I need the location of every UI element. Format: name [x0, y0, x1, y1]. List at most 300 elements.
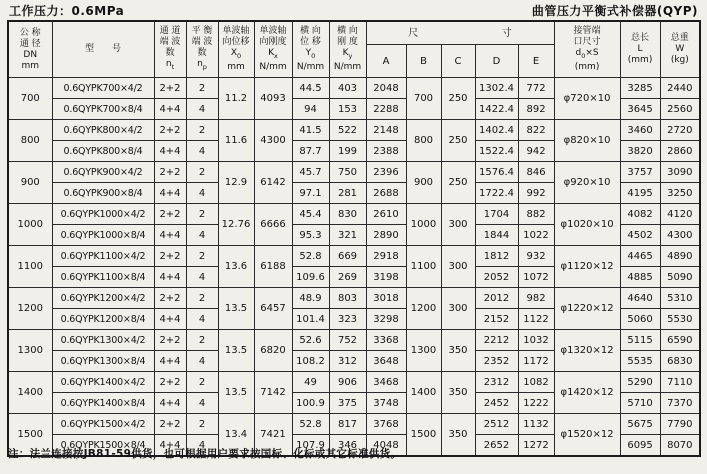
pipe-size-cell: φ920×10: [554, 162, 620, 204]
header-dn: [8, 21, 52, 78]
table-row: [8, 204, 700, 225]
nt-cell: 4+4: [154, 225, 186, 246]
symbol: X: [230, 48, 238, 59]
dn-cell: 1000: [8, 204, 52, 246]
np-cell: 4: [186, 351, 218, 372]
header-dim-a: A: [366, 45, 406, 78]
working-pressure-title: 工作压力：0.6MPa: [9, 4, 125, 18]
dn-cell: 700: [8, 78, 52, 120]
model-cell: 0.6QYPK700×8/4: [52, 99, 154, 120]
header-ky: [329, 21, 366, 78]
model-cell: 0.6QYPK1100×4/2: [52, 246, 154, 267]
symbol-subscript: 0: [311, 51, 316, 60]
np-cell: 2: [186, 330, 218, 351]
model-cell: 0.6QYPK1500×4/2: [52, 414, 154, 435]
length-cell: 5675: [620, 414, 660, 435]
dim-d-cell: 1844: [475, 225, 518, 246]
header-model: [52, 21, 154, 78]
length-cell: 4195: [620, 183, 660, 204]
y-cell: 95.3: [292, 225, 329, 246]
model-cell: 0.6QYPK1000×8/4: [52, 225, 154, 246]
kx-cell: 6457: [254, 288, 292, 330]
nt-cell: 4+4: [154, 435, 186, 457]
y-cell: 97.1: [292, 183, 329, 204]
header-ky-line: 刚 度: [337, 37, 358, 48]
pipe-size-cell: φ1220×12: [554, 288, 620, 330]
header-np: [186, 21, 218, 78]
weight-cell: 4890: [660, 246, 700, 267]
symbol-subscript: y: [348, 51, 353, 60]
weight-cell: 2720: [660, 120, 700, 141]
dim-d-cell: 2452: [475, 393, 518, 414]
header-kx-line: 向刚度: [259, 37, 287, 48]
dim-d-cell: 1576.4: [475, 162, 518, 183]
header-y0: [292, 21, 329, 78]
table-row: [8, 246, 700, 267]
dim-c-cell: 350: [441, 330, 475, 372]
dn-cell: 1400: [8, 372, 52, 414]
np-cell: 4: [186, 225, 218, 246]
nt-cell: 2+2: [154, 414, 186, 435]
dim-d-cell: 1704: [475, 204, 518, 225]
length-cell: 4082: [620, 204, 660, 225]
symbol-subscript: 0: [581, 51, 586, 60]
header-dim-e: E: [518, 45, 554, 78]
dim-c-cell: 350: [441, 414, 475, 457]
np-cell: 2: [186, 288, 218, 309]
header-total-length: [620, 21, 660, 78]
dim-a-cell: 2688: [366, 183, 406, 204]
dim-e-cell: 1032: [518, 330, 554, 351]
dim-e-cell: 892: [518, 99, 554, 120]
dim-a-cell: 2610: [366, 204, 406, 225]
weight-cell: 7110: [660, 372, 700, 393]
y-cell: 41.5: [292, 120, 329, 141]
dim-a-cell: 3468: [366, 372, 406, 393]
dim-b-cell: 1200: [406, 288, 441, 330]
model-cell: 0.6QYPK1300×8/4: [52, 351, 154, 372]
header-x0-unit: mm: [227, 61, 245, 72]
np-cell: 4: [186, 183, 218, 204]
dim-d-cell: 2352: [475, 351, 518, 372]
y-cell: 100.9: [292, 393, 329, 414]
weight-cell: 7790: [660, 414, 700, 435]
table-row: [8, 330, 700, 351]
symbol-subscript: t: [171, 62, 175, 71]
model-cell: 0.6QYPK1300×4/2: [52, 330, 154, 351]
header-x0: [218, 21, 254, 78]
y-cell: 108.2: [292, 351, 329, 372]
symbol: d: [575, 48, 582, 59]
dim-d-cell: 1812: [475, 246, 518, 267]
ky-cell: 752: [329, 330, 366, 351]
pipe-size-cell: φ1520×12: [554, 414, 620, 457]
y-cell: 52.8: [292, 414, 329, 435]
length-cell: 5710: [620, 393, 660, 414]
np-cell: 2: [186, 162, 218, 183]
header-length-line: 总长: [631, 33, 650, 43]
ky-cell: 199: [329, 141, 366, 162]
weight-cell: 2560: [660, 99, 700, 120]
dim-b-cell: 700: [406, 78, 441, 120]
model-cell: 0.6QYPK1100×8/4: [52, 267, 154, 288]
header-size-char: 寸: [501, 27, 512, 39]
header-nt-line: 端 波: [159, 37, 181, 48]
model-cell: 0.6QYPK1500×8/4: [52, 435, 154, 457]
dim-d-cell: 2012: [475, 288, 518, 309]
dim-c-cell: 250: [441, 120, 475, 162]
ky-cell: 403: [329, 78, 366, 99]
x0-cell: 12.76: [218, 204, 254, 246]
pipe-size-cell: φ720×10: [554, 78, 620, 120]
dim-d-cell: 2152: [475, 309, 518, 330]
table-row: [8, 372, 700, 393]
model-cell: 0.6QYPK900×4/2: [52, 162, 154, 183]
model-cell: 0.6QYPK800×4/2: [52, 120, 154, 141]
header-dn-line: mm: [21, 60, 40, 71]
dim-d-cell: 2652: [475, 435, 518, 457]
np-cell: 2: [186, 204, 218, 225]
header-pipe-line: 接管端: [573, 26, 601, 37]
model-cell: 0.6QYPK800×8/4: [52, 141, 154, 162]
dim-a-cell: 4048: [366, 435, 406, 457]
header-x0-line: 单波轴: [222, 26, 250, 37]
length-cell: 6095: [620, 435, 660, 457]
dn-cell: 900: [8, 162, 52, 204]
dim-e-cell: 1272: [518, 435, 554, 457]
dim-c-cell: 300: [441, 204, 475, 246]
nt-cell: 2+2: [154, 78, 186, 99]
x0-cell: 13.5: [218, 372, 254, 414]
y-cell: 52.8: [292, 246, 329, 267]
symbol: n: [197, 59, 203, 70]
dim-d-cell: 1302.4: [475, 78, 518, 99]
dim-a-cell: 3018: [366, 288, 406, 309]
dim-d-cell: 2512: [475, 414, 518, 435]
table-body: [8, 78, 700, 457]
header-length-unit: (mm): [627, 55, 653, 65]
weight-cell: 8070: [660, 435, 700, 457]
dim-e-cell: 772: [518, 78, 554, 99]
footnote: 注：法兰连接按JB81-59供货，也可根据用户要求按国标、化标或其它标准供货。: [8, 448, 402, 460]
ky-cell: 906: [329, 372, 366, 393]
length-cell: 5290: [620, 372, 660, 393]
np-cell: 4: [186, 267, 218, 288]
x0-cell: 13.5: [218, 288, 254, 330]
pipe-size-cell: φ1120×12: [554, 246, 620, 288]
header-np-line: 端 波: [191, 37, 213, 48]
dim-a-cell: 3198: [366, 267, 406, 288]
nt-cell: 2+2: [154, 120, 186, 141]
table-row: [8, 288, 700, 309]
nt-cell: 2+2: [154, 330, 186, 351]
kx-cell: 4300: [254, 120, 292, 162]
dim-b-cell: 1400: [406, 372, 441, 414]
dn-cell: 1200: [8, 288, 52, 330]
y-cell: 94: [292, 99, 329, 120]
header-y0-line: 位 移: [300, 37, 321, 48]
header-model-label: 型 号: [84, 44, 121, 54]
weight-cell: 2860: [660, 141, 700, 162]
symbol: K: [342, 48, 349, 59]
dim-e-cell: 1222: [518, 393, 554, 414]
nt-cell: 4+4: [154, 99, 186, 120]
ky-cell: 269: [329, 267, 366, 288]
length-cell: 3285: [620, 78, 660, 99]
header-dim-c: C: [441, 45, 475, 78]
dim-a-cell: 3298: [366, 309, 406, 330]
dim-e-cell: 846: [518, 162, 554, 183]
dim-e-cell: 992: [518, 183, 554, 204]
symbol-subscript: x: [274, 51, 278, 60]
y-cell: 45.7: [292, 162, 329, 183]
header-y0-line: 横 向: [300, 26, 321, 37]
header-x0-symbol: [231, 48, 241, 62]
header-y0-unit: N/mm: [296, 61, 325, 72]
header-np-line: 平 衡: [191, 26, 213, 37]
weight-cell: 5310: [660, 288, 700, 309]
weight-cell: 6590: [660, 330, 700, 351]
dim-c-cell: 250: [441, 162, 475, 204]
dim-e-cell: 942: [518, 141, 554, 162]
ky-cell: 522: [329, 120, 366, 141]
dim-c-cell: 300: [441, 288, 475, 330]
symbol: n: [165, 59, 172, 70]
dn-cell: 800: [8, 120, 52, 162]
dim-b-cell: 900: [406, 162, 441, 204]
dim-d-cell: 1722.4: [475, 183, 518, 204]
dim-e-cell: 932: [518, 246, 554, 267]
dim-a-cell: 2890: [366, 225, 406, 246]
np-cell: 4: [186, 309, 218, 330]
header-dim-d: D: [475, 45, 518, 78]
x0-cell: 12.9: [218, 162, 254, 204]
dim-b-cell: 1000: [406, 204, 441, 246]
nt-cell: 4+4: [154, 267, 186, 288]
table-row: [8, 162, 700, 183]
dim-a-cell: 3768: [366, 414, 406, 435]
header-weight-unit: (kg): [670, 55, 689, 65]
weight-cell: 6830: [660, 351, 700, 372]
dim-a-cell: 3648: [366, 351, 406, 372]
length-cell: 4885: [620, 267, 660, 288]
nt-cell: 4+4: [154, 309, 186, 330]
dim-d-cell: 2312: [475, 372, 518, 393]
symbol: Y: [305, 48, 312, 59]
header-pipe-line: 口尺寸: [573, 37, 601, 48]
header-kx-line: 单波轴: [259, 26, 287, 37]
nt-cell: 2+2: [154, 288, 186, 309]
header-total-weight: [660, 21, 700, 78]
table-header: [8, 21, 700, 78]
header-x0-line: 向位移: [222, 37, 250, 48]
pipe-size-cell: φ1420×12: [554, 372, 620, 414]
weight-cell: 3090: [660, 162, 700, 183]
dim-e-cell: 1082: [518, 372, 554, 393]
ky-cell: 375: [329, 393, 366, 414]
length-cell: 3645: [620, 99, 660, 120]
x0-cell: 13.5: [218, 330, 254, 372]
header-weight-symbol: W: [675, 44, 685, 54]
dim-e-cell: 982: [518, 288, 554, 309]
header-ky-line: 横 向: [337, 26, 358, 37]
header-ky-symbol: [343, 48, 353, 62]
model-cell: 0.6QYPK700×4/2: [52, 78, 154, 99]
length-cell: 5060: [620, 309, 660, 330]
dim-d-cell: 2052: [475, 267, 518, 288]
nt-cell: 2+2: [154, 246, 186, 267]
header-np-symbol: [197, 59, 207, 73]
pipe-size-cell: φ1320×12: [554, 330, 620, 372]
np-cell: 4: [186, 393, 218, 414]
dim-a-cell: 3368: [366, 330, 406, 351]
dim-b-cell: 1100: [406, 246, 441, 288]
header-dn-line: 通 径: [19, 38, 41, 49]
dim-c-cell: 250: [441, 78, 475, 120]
dim-e-cell: 1132: [518, 414, 554, 435]
y-cell: 107.9: [292, 435, 329, 457]
model-cell: 0.6QYPK1400×4/2: [52, 372, 154, 393]
dim-a-cell: 2048: [366, 78, 406, 99]
table-row: [8, 120, 700, 141]
header-pipe-symbol: [576, 48, 599, 62]
header-pipe-unit: (mm): [574, 61, 600, 72]
np-cell: 2: [186, 246, 218, 267]
pipe-size-cell: φ1020×10: [554, 204, 620, 246]
x0-cell: 13.6: [218, 246, 254, 288]
dim-e-cell: 1072: [518, 267, 554, 288]
nt-cell: 2+2: [154, 372, 186, 393]
header-dn-line: DN: [23, 49, 38, 60]
dn-cell: 1300: [8, 330, 52, 372]
y-cell: 52.6: [292, 330, 329, 351]
dim-e-cell: 882: [518, 204, 554, 225]
x0-cell: 13.4: [218, 414, 254, 457]
y-cell: 45.4: [292, 204, 329, 225]
header-size-char: 尺: [408, 27, 419, 39]
np-cell: 4: [186, 141, 218, 162]
header-dim-b: B: [406, 45, 441, 78]
weight-cell: 5090: [660, 267, 700, 288]
dim-a-cell: 2288: [366, 99, 406, 120]
kx-cell: 6188: [254, 246, 292, 288]
y-cell: 109.6: [292, 267, 329, 288]
symbol: K: [268, 48, 275, 59]
dim-a-cell: 3748: [366, 393, 406, 414]
header-dn-line: 公 称: [19, 27, 41, 38]
header-y0-symbol: [306, 48, 316, 62]
table-row: [8, 78, 700, 99]
symbol-subscript: p: [202, 62, 207, 71]
ky-cell: 750: [329, 162, 366, 183]
ky-cell: 803: [329, 288, 366, 309]
header-kx-unit: N/mm: [259, 61, 287, 72]
ky-cell: 321: [329, 225, 366, 246]
length-cell: 3820: [620, 141, 660, 162]
header-pipe-end: [554, 21, 620, 78]
nt-cell: 2+2: [154, 204, 186, 225]
symbol-tail: ×S: [585, 48, 599, 59]
y-cell: 48.9: [292, 288, 329, 309]
dim-d-cell: 1402.4: [475, 120, 518, 141]
header-dimensions: [366, 21, 554, 45]
kx-cell: 4093: [254, 78, 292, 120]
model-cell: 0.6QYPK900×8/4: [52, 183, 154, 204]
length-cell: 3757: [620, 162, 660, 183]
dim-c-cell: 350: [441, 372, 475, 414]
nt-cell: 4+4: [154, 183, 186, 204]
weight-cell: 4300: [660, 225, 700, 246]
dim-e-cell: 1122: [518, 309, 554, 330]
np-cell: 2: [186, 372, 218, 393]
header-nt-line: 数: [165, 48, 175, 59]
header-kx: [254, 21, 292, 78]
y-cell: 44.5: [292, 78, 329, 99]
dim-a-cell: 2396: [366, 162, 406, 183]
model-cell: 0.6QYPK1000×4/2: [52, 204, 154, 225]
symbol-subscript: 0: [237, 51, 242, 60]
header-nt-line: 通 道: [159, 26, 181, 37]
header-kx-symbol: [268, 48, 278, 62]
weight-cell: 7370: [660, 393, 700, 414]
dim-a-cell: 2388: [366, 141, 406, 162]
dn-cell: 1500: [8, 414, 52, 457]
y-cell: 87.7: [292, 141, 329, 162]
ky-cell: 323: [329, 309, 366, 330]
header-nt: [154, 21, 186, 78]
x0-cell: 11.6: [218, 120, 254, 162]
header-ky-unit: N/mm: [333, 61, 362, 72]
nt-cell: 2+2: [154, 162, 186, 183]
length-cell: 4465: [620, 246, 660, 267]
kx-cell: 6142: [254, 162, 292, 204]
header-length-symbol: L: [637, 44, 643, 54]
dim-a-cell: 2918: [366, 246, 406, 267]
header-weight-line: 总重: [670, 33, 689, 43]
dim-e-cell: 1022: [518, 225, 554, 246]
kx-cell: 6666: [254, 204, 292, 246]
model-cell: 0.6QYPK1400×8/4: [52, 393, 154, 414]
length-cell: 4640: [620, 288, 660, 309]
x0-cell: 11.2: [218, 78, 254, 120]
np-cell: 4: [186, 99, 218, 120]
pipe-size-cell: φ820×10: [554, 120, 620, 162]
table-row: [8, 414, 700, 435]
model-cell: 0.6QYPK1200×8/4: [52, 309, 154, 330]
nt-cell: 4+4: [154, 393, 186, 414]
header-nt-symbol: [166, 59, 174, 73]
dim-b-cell: 800: [406, 120, 441, 162]
dim-e-cell: 1172: [518, 351, 554, 372]
length-cell: 3460: [620, 120, 660, 141]
dim-d-cell: 2212: [475, 330, 518, 351]
np-cell: 2: [186, 120, 218, 141]
kx-cell: 7421: [254, 414, 292, 457]
weight-cell: 4120: [660, 204, 700, 225]
weight-cell: 3250: [660, 183, 700, 204]
kx-cell: 6820: [254, 330, 292, 372]
kx-cell: 7142: [254, 372, 292, 414]
ky-cell: 312: [329, 351, 366, 372]
ky-cell: 830: [329, 204, 366, 225]
title-bar: [9, 2, 698, 19]
nt-cell: 4+4: [154, 351, 186, 372]
dim-e-cell: 822: [518, 120, 554, 141]
ky-cell: 817: [329, 414, 366, 435]
ky-cell: 669: [329, 246, 366, 267]
ky-cell: 153: [329, 99, 366, 120]
ky-cell: 281: [329, 183, 366, 204]
